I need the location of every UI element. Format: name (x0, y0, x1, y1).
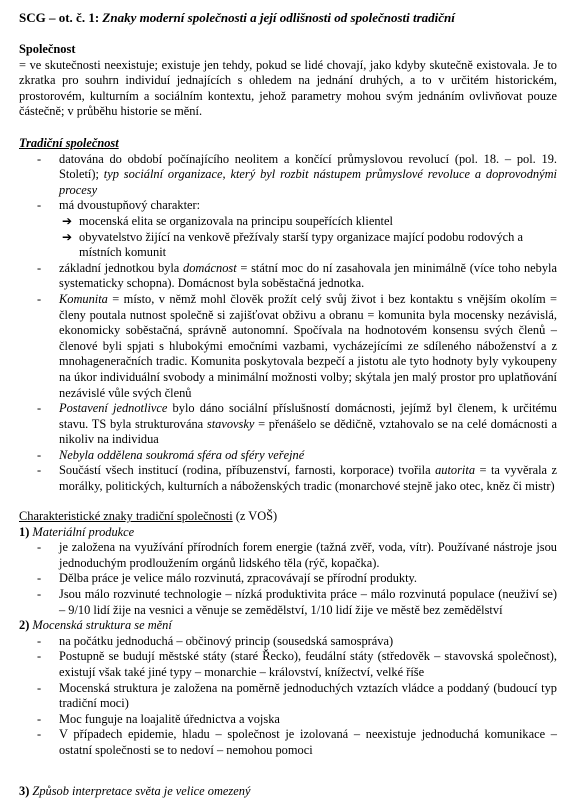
bullet-dash: - (37, 463, 42, 478)
list-item-text: je založena na využívání přírodních forem energie (tažná zvěř, voda, vítr). Používané nástroje jsou jednoduchým prodloužením orgánů lidského těla (rýč, kopačka). (59, 540, 557, 570)
arrow-right-icon: ➔ (62, 229, 73, 244)
arrow-right-icon: ➔ (62, 213, 73, 228)
znaky-heading-line (19, 509, 557, 525)
section-tradicni (19, 136, 557, 495)
list-item (19, 571, 557, 587)
bullet-dash: - (37, 260, 42, 275)
list-item (19, 540, 557, 571)
list-item (19, 727, 557, 758)
tradicni-item (19, 401, 557, 448)
list-item (19, 649, 557, 680)
list-item-text: na počátku jednoduchá – občinový princip (sousedská samospráva) (59, 633, 394, 648)
item-text: Nebyla oddělena soukromá sféra od sféry veřejné (59, 447, 305, 462)
item-text: základní jednotkou byla (59, 260, 183, 275)
item-text: Postavení jednotlivce (59, 401, 168, 416)
s1-list (19, 540, 557, 618)
item-text: typ sociální organizace, který byl rozbit nástupem průmyslové revoluce a doprovodnými procesy (59, 167, 557, 197)
bullet-dash: - (37, 447, 42, 462)
list-item (19, 634, 557, 650)
s3-title: Způsob interpretace světa je velice omezený (32, 784, 251, 798)
tradicni-item (19, 463, 557, 494)
list-item-text: Moc funguje na loajalitě úřednictva a vojska (59, 711, 280, 726)
document-title (19, 10, 455, 26)
list-item-text: Mocenská struktura je založena na poměrně jednoduchých vztazích vládce a poddaný (budoucí typ tradiční moci) (59, 680, 557, 711)
spolecnost-definition: = ve skutečnosti neexistuje; existuje jen tehdy, pokud se lidé chovají, jako kdyby skutečně existovala. Je to zkratka pro souhrn individuí jednajících s ohledem na jednání druhých, a to v určitém historickém, prostorovém, kulturním a sociálním kontextu, jehož parametry mohou svým jednáním ovlivňovat pouze částečně; v průběhu historie se mění. (19, 57, 557, 119)
tradicni-item (19, 448, 557, 464)
sub-item-text: obyvatelstvo žijící na venkově přežívaly starší typy organizace mající podobu rodových a místních komunit (79, 229, 523, 260)
bullet-dash: - (37, 571, 42, 586)
sub-item (19, 214, 557, 230)
bullet-dash: - (37, 680, 42, 695)
s2-title: Mocenská struktura se mění (32, 618, 172, 633)
section-znaky (19, 509, 557, 759)
znaky-heading-suffix: (z VOŠ) (232, 509, 278, 523)
spolecnost-heading: Společnost (19, 42, 76, 56)
list-item-text: Jsou málo rozvinuté technologie – nízká produktivita práce – málo rozvinutá populace (neuživí se) – 9/10 lidí žije na vesnici a věnuje se zemědělství, 1/10 lidí žije ve městě bez zemědělství (59, 586, 557, 617)
title-topic: Znaky moderní společnosti a její odlišnosti od společnosti tradiční (102, 10, 455, 25)
znaky-s2-heading (19, 618, 557, 634)
sub-item (19, 230, 557, 261)
bullet-dash: - (37, 540, 42, 555)
item-text: Komunita (59, 291, 108, 306)
tradicni-item (19, 152, 557, 199)
tradicni-heading: Tradiční společnost (19, 136, 119, 150)
bullet-dash: - (37, 401, 42, 416)
bullet-dash: - (37, 727, 42, 742)
bullet-dash: - (37, 633, 42, 648)
list-item-text: Dělba práce je velice málo rozvinutá, zpracovávají se přírodní produkty. (59, 571, 418, 586)
tradicni-item (19, 261, 557, 292)
section-spolecnost (19, 42, 557, 120)
sub-item-text: mocenská elita se organizovala na principu soupeřících klientel (79, 213, 393, 228)
s2-number: 2) (19, 618, 33, 633)
s3-number: 3) (19, 784, 33, 798)
item-text: Součástí všech institucí (rodina, příbuzenství, farnosti, korporace) tvořila (59, 463, 436, 478)
znaky-s1-heading (19, 525, 557, 541)
s2-list (19, 634, 557, 759)
bullet-dash: - (37, 649, 42, 664)
bullet-dash: - (37, 198, 42, 213)
item-text: stavovsky (206, 416, 255, 431)
bullet-dash: - (37, 151, 42, 166)
s1-title: Materiální produkce (32, 524, 135, 539)
item-text: má dvoustupňový charakter: (59, 198, 201, 213)
s1-number: 1) (19, 524, 33, 539)
list-item (19, 712, 557, 728)
bullet-dash: - (37, 586, 42, 601)
list-item-text: Postupně se budují městské státy (staré Řecko), feudální státy (středověk – stavovská společnost), existují však také jiné typy – monarchie – království, knížectví, velké říše (59, 649, 557, 679)
znaky-heading: Charakteristické znaky tradiční společnosti (19, 509, 233, 523)
list-item (19, 681, 557, 712)
znaky-s3-heading (19, 784, 557, 800)
item-text: domácnost (183, 260, 237, 275)
item-text: autorita (435, 463, 476, 478)
bullet-dash: - (37, 291, 42, 306)
title-prefix: SCG – ot. č. 1: (19, 10, 103, 25)
list-item (19, 587, 557, 618)
bullet-dash: - (37, 711, 42, 726)
item-text: = státní moc do ní zasahovala jen minimálně (více toho nebyla systematicky schopna). Domácnost byla soběstačná jednotka. (59, 260, 557, 291)
item-text: = přenášelo se dědičně, vztahovalo se na celé domácnosti a nikoliv na individua (59, 416, 557, 447)
item-text: = místo, v němž mohl člověk prožít celý svůj život i bez kontaktu s vnějším okolím = členy poutala nutnost společně si zajišťovat obživu a obranu = komunita byla mocensky nezávislá, ekonomicky soběstačná, správně autonomní. Spočívala na hodnotovém konsensu svých členů – členové byli spjati s hlubokými emočními vazbami, vycházejícími ze sdíleného náboženství a z mnohageneračních tradic. Komunita poskytovala bezpečí a jistotu ale tyto hodnoty byly vykoupeny na úkor individuální svobody a minimální možnosti volby; skýtala jen malý prostor pro uplatňování nezávislé vůle svých členů (59, 291, 557, 400)
tradicni-item (19, 198, 557, 214)
item-text: datována do období počínajícího neolitem a končící průmyslovou revolucí (pol. 18. – pol. 19. Století); (59, 151, 557, 182)
tradicni-item (19, 292, 557, 401)
item-text: bylo dáno sociální příslušností domácnosti, jejímž byl členem, k určitému stavu. TS byla strukturována (59, 401, 557, 431)
tradicni-list (19, 152, 557, 495)
list-item-text: V případech epidemie, hladu – společnost je izolovaná – neexistuje jednoduchá komunikace – ostatní společnosti se to nedoví – nemohou pomoci (59, 727, 557, 757)
item-text: = ta vyvěrala z morálky, politických, kulturních a náboženských tradic (monarchové stejně jako otec, kněz či mistr) (59, 463, 557, 494)
